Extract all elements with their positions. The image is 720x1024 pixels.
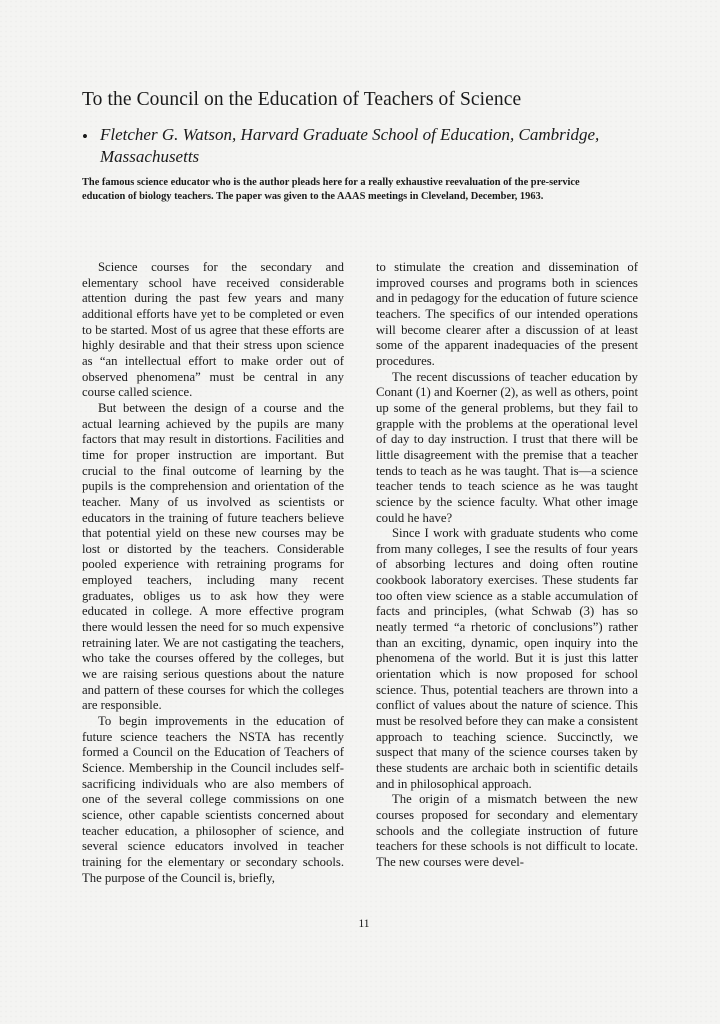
body-paragraph: The origin of a mismatch between the new courses proposed for secondary and elementary schools and the collegiate instruction of future teachers for these schools is not difficult to locate. The new courses were devel- bbox=[376, 792, 638, 869]
body-paragraph: The recent discussions of teacher education by Conant (1) and Koerner (2), as well as others, point up some of the general problems, but they fail to grapple with the problems at the operational level of day to day instruction. I trust that there will be little disagreement with the premise that a teacher tends to teach as he was taught. That is—a science teacher tends to teach science as he was taught science by the science faculty. What other image could he have? bbox=[376, 369, 638, 525]
body-paragraph: But between the design of a course and the actual learning achieved by the pupils are many factors that may result in distortions. Facilities and time for proper instruction are important. But crucial to the final outcome of learning by the pupils is the comprehension and orientation of the teacher. Many of us involved as scientists or educators in the training of future teachers believe that potential yield on these new courses may be lost or distorted by the teachers. Considerable pooled experience with retraining programs for employed teachers, including many recent graduates, obliges us to ask how they were educated in college. A more effective program there would lessen the need for so much expensive retraining later. We are not castigating the teachers, who take the courses offered by the colleges, but we are raising serious questions about the nature and pattern of these courses for which the colleges are responsible. bbox=[82, 400, 344, 713]
body-paragraph: To begin improvements in the education of future science teachers the NSTA has recently formed a Council on the Education of Teachers of Science. Membership in the Council includes self-sacrificing individuals who are also members of one of the several college commissions on one science, other capable scientists concerned about teacher education, a philosopher of science, and several science educators involved in teacher training for the elementary or secondary schools. The purpose of the Council is, briefly, bbox=[82, 714, 344, 885]
left-column bbox=[82, 260, 344, 886]
body-paragraph-continuation: to stimulate the creation and dissemination of improved courses and programs both in sciences and in pedagogy for the education of future science teachers. The specifics of our intended operations will become clearer after a discussion of at least some of the apparent inadequacies of the present procedures. bbox=[376, 260, 638, 368]
author-bullet: • bbox=[82, 127, 88, 146]
article-abstract: The famous science educator who is the author pleads here for a really exhaustive reevaluation of the pre-service education of biology teachers. The paper was given to the AAAS meetings in Cleveland, December, 1963. bbox=[82, 177, 580, 202]
right-column bbox=[376, 260, 638, 871]
article-title: To the Council on the Education of Teachers of Science bbox=[82, 89, 522, 110]
body-paragraph: Since I work with graduate students who come from many colleges, I see the results of four years of absorbing lectures and doing often routine cookbook laboratory exercises. These students far too often view science as a stable accumulation of facts and principles, (what Schwab (3) has so neatly termed “a rhetoric of conclusions”) rather than an exciting, dynamic, open inquiry into the phenomena of the world. But it is just this latter orientation which is now proposed for school science. Thus, potential teachers are thrown into a conflict of values about the nature of science. This must be resolved before they can make a consistent approach to teaching science. Succinctly, we suspect that many of the science courses taken by these students are archaic both in scientific details and in philosophical approach. bbox=[376, 526, 638, 791]
author-byline: Fletcher G. Watson, Harvard Graduate School of Education, Cambridge, Massachusetts bbox=[100, 125, 600, 166]
page-number: 11 bbox=[358, 918, 370, 930]
body-paragraph: Science courses for the secondary and elementary school have received considerable attention during the past few years and many additional efforts have yet to be completed or even to be started. Most of us agree that these efforts are highly desirable and that their stress upon science as “an intellectual effort to make order out of observed phenomena” must be central in any course called science. bbox=[82, 260, 344, 400]
